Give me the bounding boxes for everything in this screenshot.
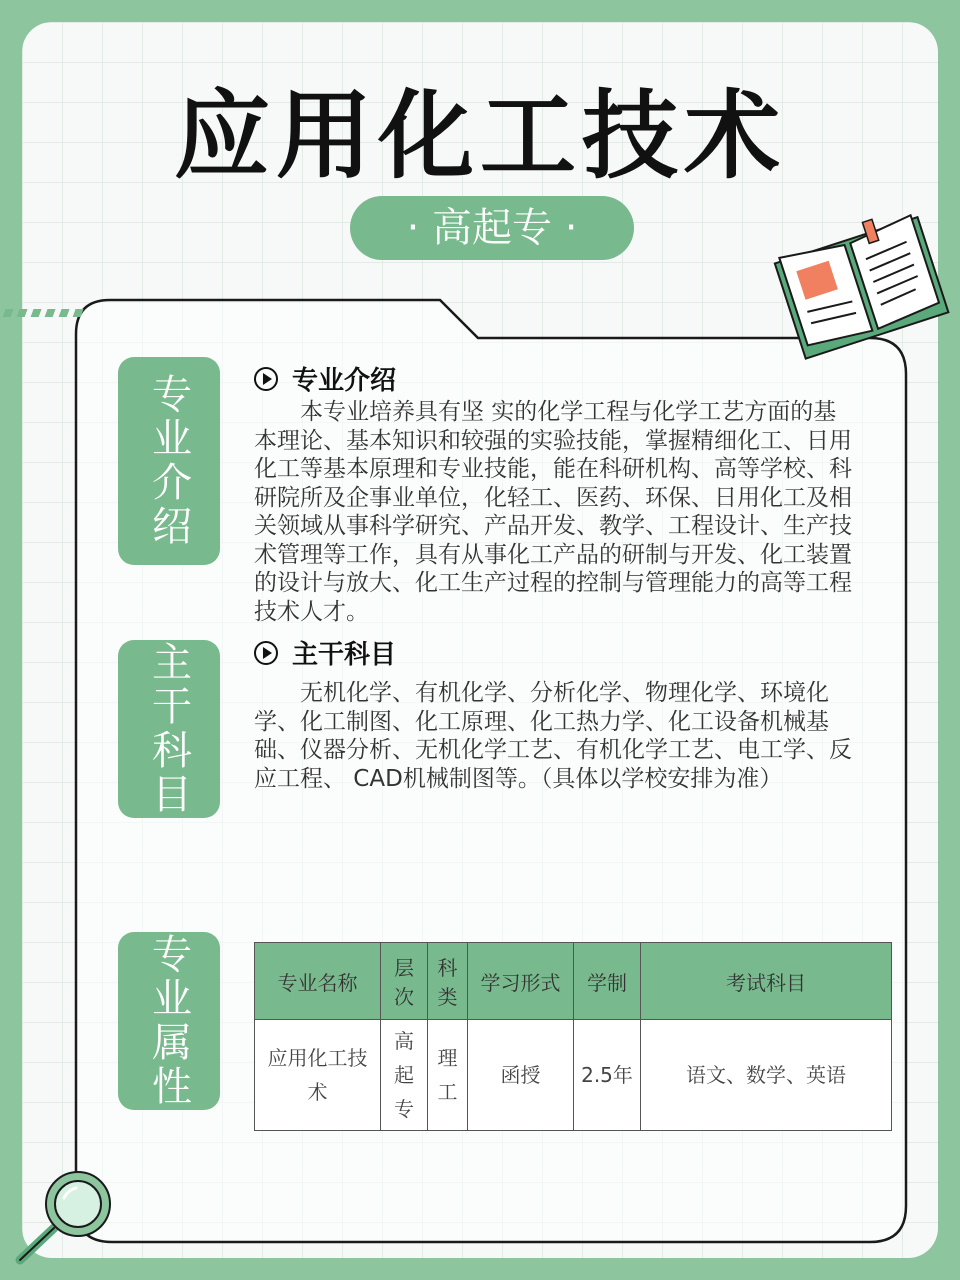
magnifier-icon <box>10 1168 120 1268</box>
level-badge: · 高起专 · <box>350 196 634 260</box>
courses-heading-text: 主干科目 <box>292 640 397 670</box>
intro-heading-text: 专业介绍 <box>292 366 397 396</box>
tab-intro: 专业介绍 <box>118 357 220 565</box>
cell-level: 高起专 <box>381 1020 428 1131</box>
col-header-category: 科类 <box>428 943 468 1020</box>
courses-body: 无机化学、有机化学、分析化学、物理化学、环境化学、化工制图、化工原理、化工热力学、化工设备机械基础、仪器分析、无机化学工艺、有机化学工艺、电工学、反应工程、 CAD机械制图等。（具体以学校安排为准） <box>254 680 852 792</box>
play-circle-icon <box>254 367 278 391</box>
tab-attributes: 专业属性 <box>118 932 220 1110</box>
intro-body: 本专业培养具有坚 实的化学工程与化学工艺方面的基本理论、基本知识和较强的实验技能，掌握精细化工、日用化工等基本原理和专业技能，能在科研机构、高等学校、科研院所及企事业单位，化轻工、医药、环保、日用化工及相关领域从事科学研究、产品开发、教学、工程设计、生产技术管理等工作，具有从事化工产品的研制与开发、化工装置的设计与放大、化工生产过程的控制与管理能力的高等工程技术人才。 <box>254 399 852 625</box>
cell-duration: 2.5年 <box>574 1020 641 1131</box>
col-header-exam-subjects: 考试科目 <box>641 943 892 1020</box>
page-title: 应用化工技术 <box>174 80 786 192</box>
table-header-row <box>255 943 892 1020</box>
col-header-level: 层次 <box>381 943 428 1020</box>
col-header-name: 专业名称 <box>255 943 381 1020</box>
tab-courses: 主干科目 <box>118 640 220 818</box>
table-row <box>255 1020 892 1131</box>
attributes-table <box>254 942 892 1131</box>
stripe-decoration <box>3 309 84 317</box>
col-header-duration: 学制 <box>574 943 641 1020</box>
cell-exam-subjects: 语文、数学、英语 <box>641 1020 892 1131</box>
intro-heading <box>254 360 396 397</box>
cell-study-mode: 函授 <box>468 1020 574 1131</box>
cell-name: 应用化工技术 <box>255 1020 381 1131</box>
courses-heading <box>254 634 396 671</box>
cell-category: 理工 <box>428 1020 468 1131</box>
open-book-icon <box>772 208 950 364</box>
col-header-study-mode: 学习形式 <box>468 943 574 1020</box>
play-circle-icon <box>254 641 278 665</box>
